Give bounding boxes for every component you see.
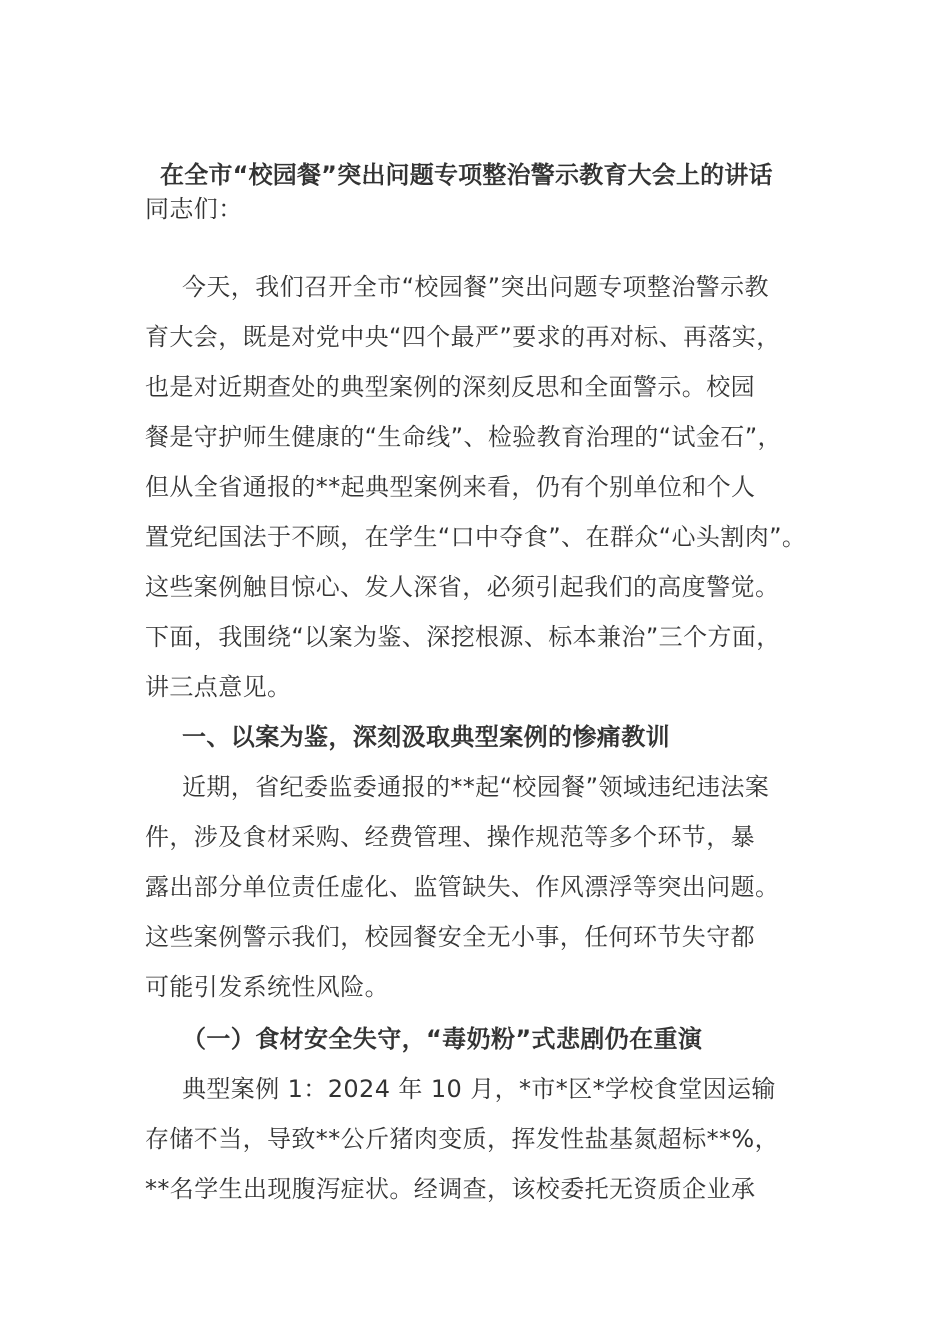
- salutation: 同志们：: [145, 195, 243, 223]
- paragraph-line: 餐是守护师生健康的“生命线”、检验教育治理的“试金石”，: [145, 423, 782, 451]
- section-heading: 一、以案为鉴，深刻汲取典型案例的惨痛教训: [182, 723, 670, 751]
- paragraph-line: 存储不当，导致**公斤猪肉变质，挥发性盐基氮超标**%，: [145, 1125, 780, 1153]
- paragraph-line: 这些案例触目惊心、发人深省，必须引起我们的高度警觉。: [145, 573, 780, 601]
- paragraph-line: 置党纪国法于不顾，在学生“口中夺食”、在群众“心头割肉”。: [145, 523, 807, 551]
- paragraph-line: 典型案例 1：2024 年 10 月，*市*区*学校食堂因运输: [182, 1075, 776, 1103]
- paragraph-line: 也是对近期查处的典型案例的深刻反思和全面警示。校园: [145, 373, 755, 401]
- paragraph-line: 近期，省纪委监委通报的**起“校园餐”领域违纪违法案: [182, 773, 770, 801]
- paragraph-line: 露出部分单位责任虚化、监管缺失、作风漂浮等突出问题。: [145, 873, 780, 901]
- document-title: 在全市“校园餐”突出问题专项整治警示教育大会上的讲话: [160, 161, 773, 189]
- paragraph-line: 这些案例警示我们，校园餐安全无小事，任何环节失守都: [145, 923, 755, 951]
- paragraph-line: 件，涉及食材采购、经费管理、操作规范等多个环节，暴: [145, 823, 755, 851]
- paragraph-line: 可能引发系统性风险。: [145, 973, 389, 1001]
- paragraph-line: 下面，我围绕“以案为鉴、深挖根源、标本兼治”三个方面，: [145, 623, 781, 651]
- paragraph-line: 今天，我们召开全市“校园餐”突出问题专项整治警示教: [182, 273, 769, 301]
- paragraph-line: **名学生出现腹泻症状。经调查，该校委托无资质企业承: [145, 1175, 756, 1203]
- paragraph-line: 但从全省通报的**起典型案例来看，仍有个别单位和个人: [145, 473, 756, 501]
- paragraph-line: 讲三点意见。: [145, 673, 292, 701]
- subsection-heading: （一）食材安全失守，“毒奶粉”式悲剧仍在重演: [182, 1025, 703, 1053]
- paragraph-line: 育大会，既是对党中央“四个最严”要求的再对标、再落实，: [145, 323, 781, 351]
